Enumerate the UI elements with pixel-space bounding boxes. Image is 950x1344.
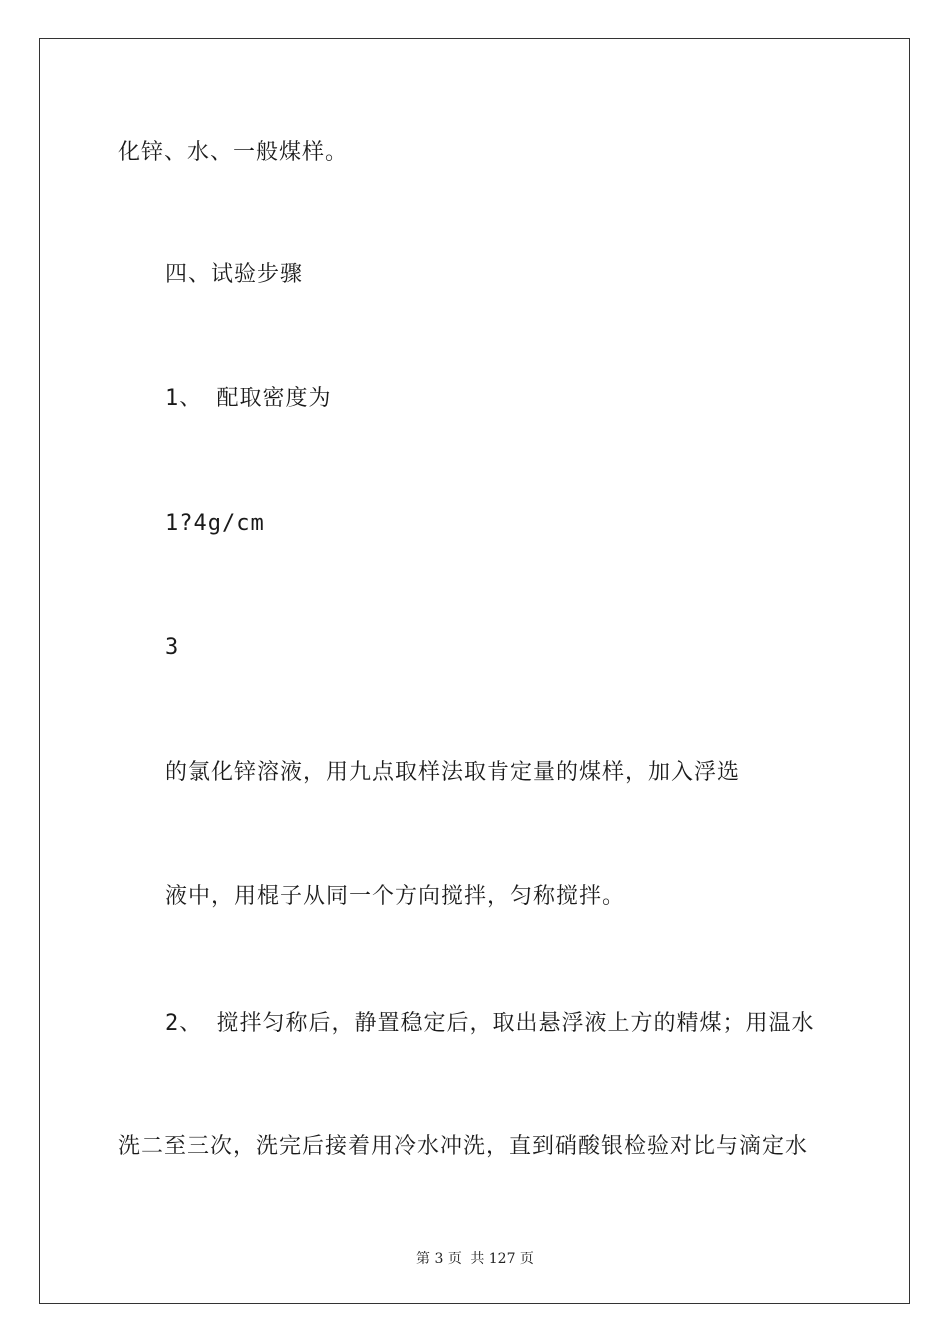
page-number: 第 3 页: [416, 1251, 462, 1267]
page-border: [39, 38, 910, 1304]
step-2-line: 2、 搅拌匀称后，静置稳定后，取出悬浮液上方的精煤；用温水: [165, 1011, 815, 1036]
density-value-line: 1?4g/cm: [165, 511, 265, 536]
text-line-6: 的氯化锌溶液，用九点取样法取肯定量的煤样，加入浮选: [165, 760, 741, 785]
step-1-line: 1、 配取密度为: [165, 386, 332, 411]
text-line-9: 洗二至三次，洗完后接着用冷水冲洗，直到硝酸银检验对比与滴定水: [118, 1134, 809, 1159]
text-line-1: 化锌、水、一般煤样。: [118, 140, 349, 165]
text-line-7: 液中，用棍子从同一个方向搅拌，匀称搅拌。: [165, 884, 626, 909]
page-footer: [0, 1248, 950, 1268]
total-pages: 共 127 页: [470, 1251, 534, 1267]
section-heading: 四、试验步骤: [165, 262, 304, 287]
superscript-line: 3: [165, 635, 180, 660]
